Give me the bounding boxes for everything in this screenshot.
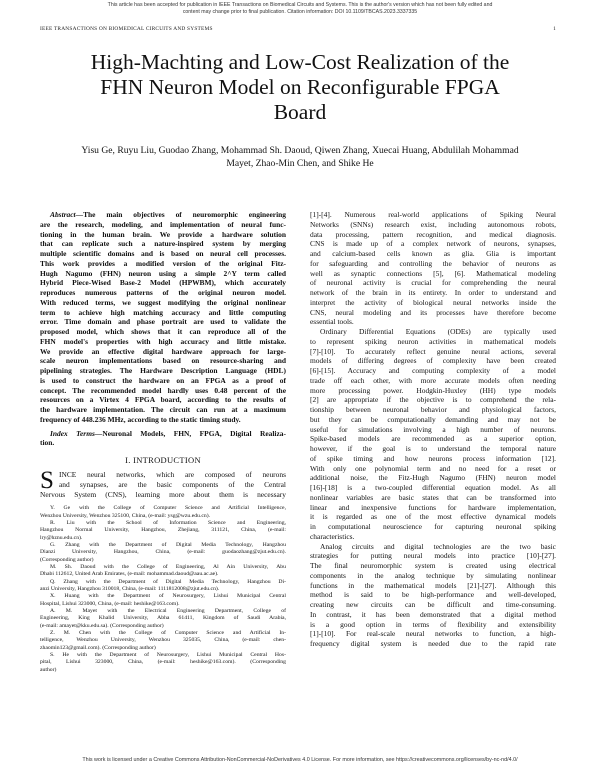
- affiliation-line: Engineering, King Khalid University, Abha 61411, Kingdom of Saudi Arabia,: [40, 615, 286, 622]
- body-line: strategies for putting neural models into practice [10]-[27].: [310, 551, 556, 561]
- banner-line-2: content may change prior to final publication. Citation information: DOI 10.1109/TBCAS.2023.3337335: [182, 9, 418, 15]
- index-terms: [40, 429, 286, 439]
- body-line: functions in the mathematical models [21]-[27]. Although this: [310, 580, 556, 590]
- body-line: CNS is made up of a complex network of neurons, synapses,: [310, 239, 556, 249]
- paragraph-2: [310, 327, 556, 542]
- abstract: [40, 210, 286, 425]
- affiliation-line: Q. Zhang with the Department of Digital Media Technology, Hangzhou Di-: [50, 578, 286, 585]
- index-terms-label: Index Terms—: [50, 428, 103, 438]
- intro-line: INCE neural networks, which are composed of neurons: [59, 470, 286, 479]
- abstract-line: We provide an effective digital hardware approach for large-: [40, 346, 286, 356]
- abstract-line: are the research, modeling, and implementation of neural func-: [40, 219, 286, 229]
- body-line: With only one polynomial term and no need for a reset or: [310, 463, 556, 473]
- body-line: [1]-[10]. For real-scale neural networks to function, a high-: [310, 629, 556, 639]
- body-line: nonlinear variables are basic states that can be transformed into: [310, 492, 556, 502]
- author-line: Yisu Ge, Ruyu Liu, Guodao Zhang, Mohammad Sh. Daoud, Qiwen Zhang, Xuecai Huang, Abdulilah Mohammad: [81, 145, 519, 156]
- abstract-line: frequency of 448.236 MHz, according to the static timing study.: [40, 414, 241, 424]
- intro-paragraph: [40, 467, 286, 499]
- body-line: network of the brain in its entirety. In order to understand and: [310, 288, 556, 297]
- journal-name: IEEE TRANSACTIONS ON BIOMEDICAL CIRCUITS AND SYSTEMS: [40, 26, 213, 32]
- affiliation-line: R. Liu with the School of Information Science and Engineering,: [50, 519, 286, 526]
- affiliation-line: anzi University, Hangzhou 310018, China, (e-mail: 1111812008@zjut.edu.cn).: [40, 586, 220, 593]
- affiliation-line: author): [40, 666, 57, 673]
- abstract-line: scale neuron implementations based on resource-sharing and: [40, 356, 286, 366]
- abstract-line: that can replicate such a nature-inspired system by merging: [40, 239, 286, 249]
- affiliation-line: S. He with the Department of Neurosurgery, Lishui Municipal Central Hos-: [50, 652, 286, 659]
- body-line: is a good option in terms of flexibility and extensibility: [310, 619, 556, 629]
- abstract-line: concept. The recommended model hardly uses 0.48 percent of the: [40, 385, 286, 395]
- body-line: components in the analog technique by simulating nonlinear: [310, 570, 556, 580]
- affiliation-line: Hospital, Lishui 323000, China, (e-mail: heshike@163.com).: [40, 600, 180, 607]
- title-line: Board: [273, 100, 327, 124]
- intro-line: and synapses, are the basic components of the Central: [59, 479, 286, 489]
- body-line: [16]-[18] is a two-coupled differential equation model. As all: [310, 483, 556, 492]
- body-line: for safeguarding and controlling the behavior of neurons as: [310, 258, 556, 268]
- body-line: CNS, neural modeling and its processes have therefore become: [310, 307, 556, 317]
- body-line: it is regarded as one of the most effective dynamical models: [310, 512, 556, 522]
- body-line: useful for simulations involving a high number of neurons.: [310, 424, 556, 434]
- body-line: and calcium-based cells known as glia. Glia is important: [310, 249, 556, 258]
- index-terms-line-1: Neuronal Models, FHN, FPGA, Digital Realiza-: [102, 428, 286, 438]
- author-list: [40, 144, 560, 170]
- running-head: [40, 26, 556, 34]
- title-line: High-Machting and Low-Cost Realization of the: [90, 50, 510, 74]
- abstract-line: multiple scientific domains and is based on neural cell processes.: [40, 249, 286, 258]
- body-line: tionship between neuronal behavior and physiological factors,: [310, 405, 556, 414]
- body-line: Spike-based models are recommended as a superior option,: [310, 434, 556, 444]
- publication-banner: [20, 2, 580, 16]
- title-line: FHN Neuron Model on Reconfigurable FPGA: [100, 75, 500, 99]
- body-line: essential tools.: [310, 317, 354, 327]
- body-line: of neuronal activity is crucial for comprehending the neural: [310, 278, 556, 288]
- body-line: but they can be computationally demanding and may not be: [310, 414, 556, 424]
- body-line: to represent spiking neuron activities in mathematical models: [310, 336, 556, 346]
- affiliation-line: zhaomin123@gmail.com). (Corresponding author): [40, 644, 156, 651]
- body-line: linear and inexpensive functions for hardware implementation,: [310, 502, 556, 512]
- body-line: Networks (SNNs) research exist, including autonomous robots,: [310, 219, 556, 229]
- body-line: trade off each other, with more accurate models often needing: [310, 375, 556, 385]
- abstract-line: [40, 210, 286, 220]
- abstract-first-line: The main objectives of neuromorphic engineering: [83, 210, 286, 219]
- body-line: The final neuromorphic system is created using electrical: [310, 561, 556, 570]
- body-line: in computational neuroscience for capturing neuronal spiking: [310, 522, 556, 531]
- affiliation-line: Dhabi 112612, United Arab Emirates, (e-mail: mohammad.daoud@aau.ac.ae).: [40, 571, 219, 578]
- body-line: more processing power. Hodgkin-Huxley (HH) type models: [310, 385, 556, 395]
- body-line: data processing, pattern recognition, and medical diagnosis.: [310, 229, 556, 239]
- abstract-label: Abstract—: [50, 210, 84, 219]
- affiliation-line: M. Sh. Daoud with the College of Engineering, Al Ain University, Abu: [50, 564, 286, 570]
- affiliation-line: Dianzi University, Hangzhou, China, (e-mail: guodaozhang@zjut.edu.cn).: [40, 549, 286, 556]
- affiliation-line: Wenzhou University, Wenzhou 325100, China, (e-mail: ysg@wzu.edu.cn).: [40, 512, 211, 519]
- affiliation-line: Hangzhou Normal University, Hangzhou, Zhejiang, 311121, China, (e-mail:: [40, 527, 286, 534]
- body-line: frequency digital system is needed due to the rapid rate: [310, 639, 556, 648]
- body-line: [7]-[10]. To accurately reflect genuine neural actions, several: [310, 346, 556, 356]
- abstract-line: the hardware implementation. The circuit can run at a maximum: [40, 405, 286, 414]
- abstract-line: FHN model's properties with high accuracy and little mistake.: [40, 336, 286, 346]
- body-line: models of differing degrees of complexity have been created: [310, 356, 556, 366]
- paper-title: [40, 50, 560, 125]
- body-line: of spike timing and how neurons process information [12].: [310, 453, 556, 463]
- body-line: creating new circuits can be difficult and time-consuming.: [310, 600, 556, 609]
- section-heading: I. INTRODUCTION: [125, 455, 201, 465]
- affiliation-line: A. M. Mayet with the Electrical Engineering Department, College of: [50, 608, 286, 615]
- author-line: Mayet, Zhao-Min Chen, and Shike He: [226, 158, 374, 169]
- body-line: [2] are appropriate if the objective is to comprehend the rela-: [310, 395, 556, 405]
- body-line: however, if the goal is to understand the temporal nature: [310, 444, 556, 453]
- abstract-line: Hybrid Piece-Wised Base-2 Model (HPWBM), which accurately: [40, 278, 286, 288]
- paragraph-1: [310, 210, 556, 327]
- abstract-line: This work provides a modified version of the original Fitz-: [40, 258, 286, 268]
- drop-cap: S: [40, 467, 54, 494]
- abstract-line: is used to construct the hardware on an FPGA as a proof of: [40, 375, 286, 385]
- abstract-line: pipelining strategies. The Hardware Description Language (HDL): [40, 366, 286, 375]
- abstract-line: resources on a Virtex 4 FPGA board, according to the results of: [40, 395, 286, 405]
- body-line: additional noise, the Fitz-Hugh Nagumo (FHN) neuron model: [310, 473, 556, 483]
- left-column: [40, 210, 286, 674]
- right-column: [310, 210, 556, 649]
- paragraph-3: [310, 542, 556, 649]
- abstract-body: [40, 220, 286, 425]
- affiliations: [40, 505, 286, 674]
- body-line: well as synaptic connections [5], [6]. Mathematical modeling: [310, 268, 556, 278]
- body-line: method is said to be high-performance and well-developed,: [310, 590, 556, 600]
- abstract-line: reproduces numerous patterns of the original neuron model.: [40, 288, 286, 297]
- affiliation-line: Z. M. Chen with the College of Computer Science and Artificial In-: [50, 630, 286, 637]
- abstract-line: With reduced terms, we suggest modifying the original nonlinear: [40, 297, 286, 307]
- abstract-line: term to achieve high matching accuracy and little computing: [40, 307, 286, 317]
- abstract-line: proposed model, which shows that it can reproduce all of the: [40, 327, 286, 336]
- affiliation-line: G. Zhang with the Department of Digital Media Technology, Hangzhou: [50, 541, 286, 548]
- body-line: [6]-[15]. Accuracy and computing complexity of a model: [310, 366, 556, 375]
- abstract-line: error. Time domain and phase portrait are used to validate the: [40, 317, 286, 327]
- affiliation-line: (e-mail: amayet@kku.edu.sa). (Corresponding author): [40, 622, 164, 629]
- affiliation-line: X. Huang with the Department of Neurosurgery, Lishui Municipal Central: [50, 593, 286, 600]
- body-line: Ordinary Differential Equations (ODEs) are typically used: [320, 327, 556, 336]
- affiliation-line: (Corresponding author): [40, 556, 94, 563]
- abstract-line: tioning in the human brain. We provide a hardware solution: [40, 229, 286, 239]
- banner-line-1: This article has been accepted for publication in IEEE Transactions on Biomedical Circuits and Systems. This is the author's version which has not been fully edited and: [107, 2, 493, 8]
- intro-line: Nervous System (CNS), learning more about them is necessary: [40, 489, 286, 499]
- license-footer: This work is licensed under a Creative Commons Attribution-NonCommercial-NoDerivatives 4.0 License. For more information, see https://creativecommons.org/licenses/by-nc-nd/4.0/: [82, 757, 518, 763]
- abstract-line: Hugh Nagumo (FHN) neuron using a simple 2^Y term called: [40, 268, 286, 278]
- affiliation-line: Y. Ge with the College of Computer Science and Artificial Intelligence,: [50, 505, 286, 512]
- body-line: characteristics.: [310, 531, 355, 541]
- affiliation-line: telligence, Wenzhou University, Wenzhou 325035, China, (e-mail: chen-: [40, 637, 286, 644]
- body-line: [1]-[4]. Numerous real-world applications of Spiking Neural: [310, 210, 556, 219]
- body-line: Analog circuits and digital technologies are the two basic: [320, 541, 556, 551]
- body-line: interpret the activity of biological neural networks inside the: [310, 297, 556, 307]
- index-terms-line-2: tion.: [40, 438, 55, 448]
- page-number: 1: [553, 26, 556, 32]
- body-line: In contrast, it has been demonstrated that a digital method: [310, 609, 556, 619]
- affiliation-line: lry@hznu.edu.cn).: [40, 534, 83, 541]
- affiliation-line: pital, Lishui 323000, China, (e-mail: heshike@163.com). (Corresponding: [40, 659, 286, 666]
